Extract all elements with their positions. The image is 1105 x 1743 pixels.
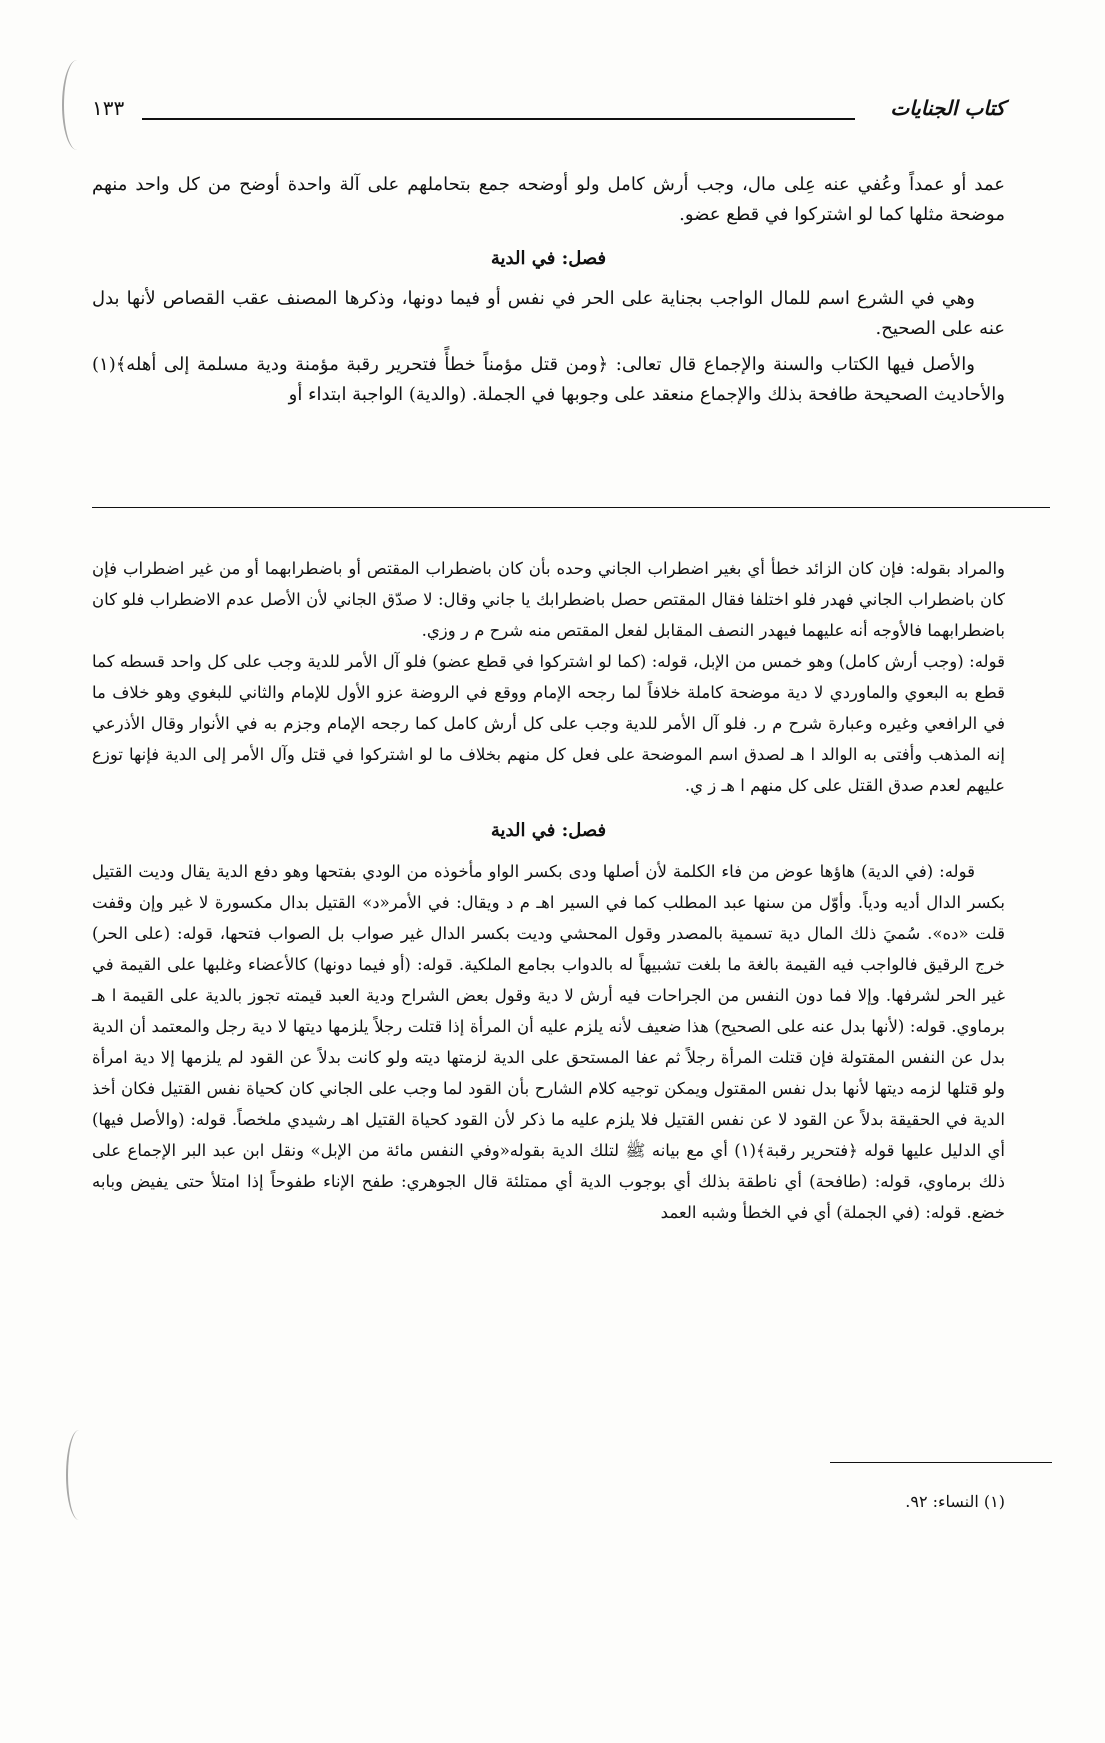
running-header — [92, 96, 1005, 132]
section-divider — [92, 507, 1050, 508]
page-edge-decoration — [66, 1430, 92, 1520]
footnote-rule — [830, 1462, 1052, 1463]
paragraph: وهي في الشرع اسم للمال الواجب بجناية على الحر في نفس أو فيما دونها، وذكرها المصنف عقب القصاص لأنها بدل عنه على الصحيح. — [92, 288, 1005, 339]
commentary-text — [92, 553, 1005, 1743]
page-number: ١٣٣ — [92, 96, 125, 120]
paragraph: والأصل فيها الكتاب والسنة والإجماع قال تعالى: ﴿ومن قتل مؤمناً خطأً فتحرير رقبة مؤمنة ودية مسلمة إلى أهله﴾(١) والأحاديث الصحيحة طافحة بذلك والإجماع منعقد على وجوبها في الجملة. (والدية) الواجبة ابتداء أو — [92, 354, 1005, 405]
page-edge-decoration — [62, 60, 92, 150]
paragraph: قوله: (وجب أرش كامل) وهو خمس من الإبل، قوله: (كما لو اشتركوا في قطع عضو) فلو آل الأمر للدية وجب على كل واحد قسطه كما قطع به البعوي والماوردي لا دية موضحة كاملة خلافاً لما رجحه الإمام ووقع في الروضة عزو الأول للإمام والثاني للبغوي وهو خلاف ما في الرافعي وغيره وعبارة شرح م ر. فلو آل الأمر للدية وجب على كل أرش كامل كما رجحه الإمام وجزم به في الأنوار وقال الأذرعي إنه المذهب وأفتى به الوالد ا هـ لصدق اسم الموضحة على فعل كل منهم بخلاف ما لو اشتركوا في قتل وآل الأمر إلى الدية فإنها توزع عليهم لعدم صدق القتل على كل منهم ا هـ ز ي. — [92, 652, 1005, 795]
footnote: (١) النساء: ٩٢. — [905, 1492, 1005, 1511]
section-heading: فصل: في الدية — [490, 248, 607, 269]
header-title: كتاب الجنايات — [890, 96, 1005, 120]
header-rule — [142, 118, 855, 120]
main-text — [92, 170, 1005, 500]
paragraph: عمد أو عمداً وعُفي عنه عِلى مال، وجب أرش كامل ولو أوضحه جمع بتحاملهم على آلة واحدة أوضح من كل واحد منهم موضحة مثلها كما لو اشتركوا في قطع عضو. — [92, 174, 1005, 225]
paragraph: قوله: (في الدية) هاؤها عوض من فاء الكلمة لأن أصلها ودى بكسر الواو مأخوذه من الودي بفتحها وهو دفع الدية يقال وديت القتيل بكسر الدال أديه ودياً. وأوّل من سنها عبد المطلب كما في السير اهـ م د ويقال: في الأمر«د» القتيل بدال مكسورة لا غير وإن وقفت قلت «ده». سُميَ ذلك المال دية تسمية بالمصدر وقول المحشي وديت بكسر الدال غير صواب بل الصواب فتحها، قوله: (على الحر) خرج الرقيق فالواجب فيه القيمة بالغة ما بلغت تشبيهاً له بالدواب بجامع الملكية. قوله: (أو فيما دونها) كالأعضاء وغلبها على القيمة في غير الحر لشرفها. وإلا فما دون النفس من الجراحات فيه أرش لا دية وقول بعض الشراح ودية العبد قيمته تجوز بالدية على القيمة ا هـ برماوي. قوله: (لأنها بدل عنه على الصحيح) هذا ضعيف لأنه يلزم عليه أن المرأة إذا قتلت رجلاً يلزمها ديتها لا دية رجل والمعتمد أن الدية بدل عن النفس المقتولة فإن قتلت المرأة رجلاً ثم عفا المستحق على الدية لزمتها ديته ولو كانت بدلاً عن القود لم يلزمها إلا دية امرأة ولو قتلها لزمه ديتها لأنها بدل نفس المقتول ويمكن توجيه كلام الشارح بأن القود لما وجب على الجاني كان كحياة نفس القتيل فكان أخذ الدية في الحقيقة بدلاً عن القود لا عن نفس القتيل فلا يلزم عليه ما ذكر لأن القود كحياة القتيل اهـ رشيدي ملخصاً. قوله: (والأصل فيها) أي الدليل عليها قوله ﴿فتحرير رقبة﴾(١) أي مع بيانه ﷺ لتلك الدية بقوله«وفي النفس مائة من الإبل» ونقل ابن عبد البر الإجماع على ذلك برماوي، قوله: (طافحة) أي ناطقة بذلك أي بوجوب الدية أي ممتلئة قال الجوهري: طفح الإناء طفوحاً إذا امتلأ حتى يفيض وبابه خضع. قوله: (في الجملة) أي في الخطأ وشبه العمد — [92, 862, 1005, 1222]
section-heading: فصل: في الدية — [490, 820, 607, 841]
paragraph: والمراد بقوله: فإن كان الزائد خطأ أي بغير اضطراب الجاني وحده بأن كان باضطراب المقتص أو باضطرابهما أو من غير اضطراب فإن كان باضطراب الجاني فهدر فلو اختلفا فقال المقتص حصل باضطرابك يا جاني وقال: لا صدّق الجاني لأن الأصل عدم الاضطراب فلو كان باضطرابهما فالأوجه أنه عليهما فيهدر النصف المقابل لفعل المقتص منه شرح م ر وزي. — [92, 559, 1005, 640]
